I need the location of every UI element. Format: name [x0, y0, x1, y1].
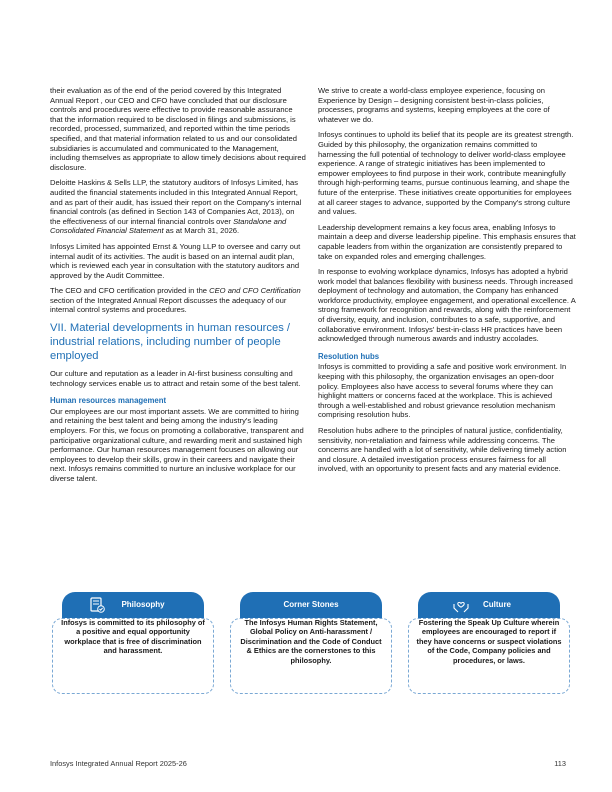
right-column — [318, 86, 576, 480]
paragraph: We strive to create a world-class employee experience, focusing on Experience by Design – designing consistent best-in-class policies, processes, programs and systems, keeping employees at the core of whatever we do. — [318, 86, 550, 124]
card-header — [418, 592, 560, 618]
card-title: Culture — [483, 600, 511, 609]
section-title: VII. Material developments in human resources / industrial relations, including number of people employed — [50, 322, 291, 363]
paragraph: their evaluation as of the end of the period covered by this Integrated Annual Report , our CEO and CFO have concluded that our disclosure controls and procedures were effective to provide reasonable assurance that the information required to be disclosed in filings and submissions, is recorded, processed, summarized, and reported within the time periods specified, and that material information related to us and our consolidated subsidiaries is accumulated and communicated to the Management, including themselves as appropriate to allow timely decisions about required disclosure. — [50, 86, 306, 172]
paragraph: Infosys continues to uphold its belief that its people are its greatest strength. Guided by this philosophy, the organization remains committed to harnessing the full potential of technology to deliver world-class employee experience. A range of strategic initiatives has been implemented to empower employees to find purpose in their work, contribute meaningfully through high-performing teams, pursue continuous learning, and shape the future of the enterprise. These initiatives create opportunities for employees at all career stages to advance, supported by the Company's strong culture and values. — [318, 130, 574, 217]
card-header — [240, 592, 382, 618]
corner-stones-card — [230, 592, 392, 694]
left-column — [50, 86, 306, 490]
card-text: Infosys is committed to its philosophy of a positive and equal opportunity workplace that is free of discrimination and harassment. — [61, 618, 205, 656]
card-title: Corner Stones — [283, 600, 339, 609]
footer-report-title: Infosys Integrated Annual Report 2025-26 — [50, 759, 187, 768]
card-text: The Infosys Human Rights Statement, Global Policy on Anti-harassment / Discrimination and the Code of Conduct & Ethics are the cornerstones to this philosophy. — [240, 618, 382, 665]
paragraph: Leadership development remains a key focus area, enabling Infosys to maintain a deep and diverse leadership pipeline. This emphasis ensures that capable leaders from within the organization are consistently prepared to take on expanded roles and emerging challenges. — [318, 222, 576, 261]
paragraph: Our culture and reputation as a leader in AI-first business consulting and technology services enable us to attract and retain some of the best talent. — [50, 369, 301, 388]
card-title: Philosophy — [121, 600, 165, 609]
paragraph: Deloitte Haskins & Sells LLP, the statutory auditors of Infosys Limited, has audited the financial statements included in this Integrated Annual Report, and as part of their audit, has issued their report on the Company's internal financial controls (as defined in Section 143 of Companies Act, 2013), on the effectiveness of our internal financial controls over Standalone and Consolidated Financial Statement as at March 31, 2026. — [50, 178, 302, 236]
philosophy-card — [52, 592, 214, 694]
paragraph: Resolution hubs adhere to the principles of natural justice, confidentiality, sensitivity, non-retaliation and fairness while addressing concerns. The concerns are handled with a lot of sensitivity, while delivering timely action and closure. A detailed investigation process ensures fairness for all involved, with an opportunity to present facts and any material evidence. — [318, 426, 567, 474]
paragraph: Our employees are our most important assets. We are committed to hiring and retaining the best talent and being among the industry's leading employers. For this, we focus on promoting a collaborative, transparent and participative organizational culture, and rewarding merit and sustained high performance. Our human resources management focuses on allowing our employees to develop their skills, grow in their careers and navigate their next. Infosys remains committed to nurture an inclusive workplace for our diverse talent. — [50, 406, 304, 483]
card-text: Fostering the Speak Up Culture wherein employees are encouraged to report if they have concerns or suspect violations of the Code, Company policies and procedures, or laws. — [416, 618, 562, 665]
culture-card — [408, 592, 570, 694]
page-number: 113 — [554, 759, 566, 768]
subheading: Resolution hubs — [318, 351, 380, 361]
paragraph: The CEO and CFO certification provided in the CEO and CFO Certification section of the Integrated Annual Report discusses the adequacy of our internal control systems and procedures. — [50, 286, 301, 315]
paragraph: In response to evolving workplace dynamics, Infosys has adopted a hybrid work model that balances flexibility with business needs. Through increased deployment of technology and automation, the Company has enhanced workforce productivity, employee engagement, and operational excellence. A strong framework for recognition and rewards, along with the reinforcement of diversity, equity, and inclusion, contributes to a safe, supportive, and collaborative environment. Infosys' best-in-class HR practices have been acknowledged through numerous awards and industry accolades. — [318, 267, 576, 344]
card-header — [62, 592, 204, 618]
paragraph: Infosys Limited has appointed Ernst & Young LLP to oversee and carry out internal audit of its activities. The audit is based on an internal audit plan, which is reviewed each year in consultation with the statutory auditors and approved by the Audit Committee. — [50, 241, 301, 280]
subheading: Human resources management — [50, 396, 167, 406]
paragraph: Infosys is committed to providing a safe and positive work environment. In keeping with this philosophy, the organization envisages an open-door policy. Employees also have access to several forums where they can highlight matters or concerns faced at the workplace. This is achieved through a well-established and robust grievance resolution mechanism comprising resolution hubs. — [318, 362, 567, 420]
